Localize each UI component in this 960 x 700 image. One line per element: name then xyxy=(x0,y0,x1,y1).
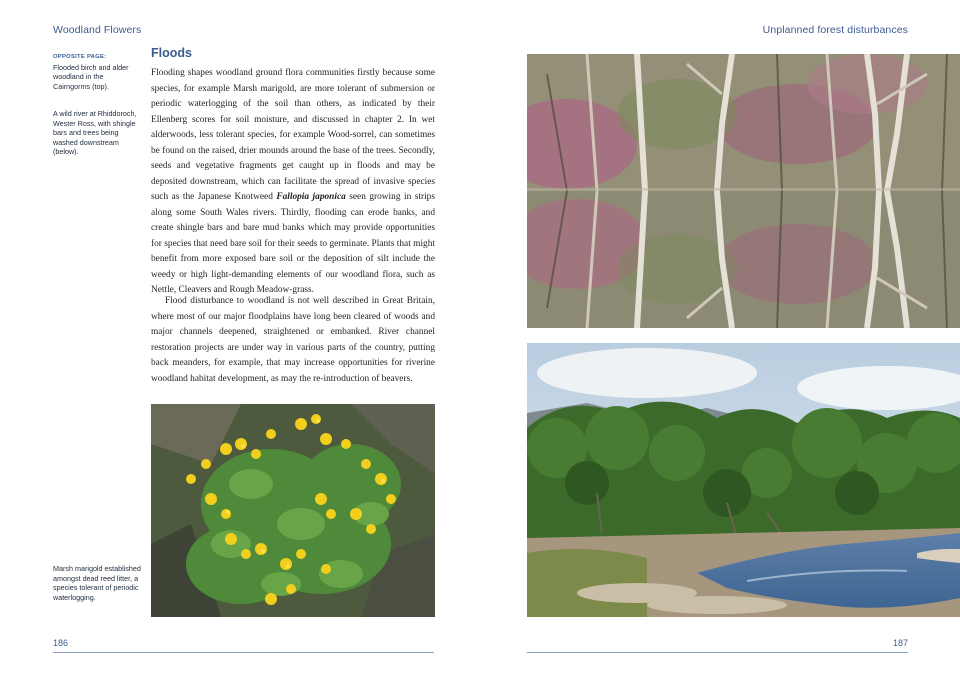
para1-text-a: Flooding shapes woodland ground flora communities firstly because some species, for example Marsh marigold, are more tolerant of submersion or periodic waterlogging of the soil than others, as indicated by their Ellenberg scores for soil moisture, and discussed in chapter 2. In wet alderwoods, less tolerant species, for example Wood-sorrel, can sometimes be found on the raised, drier mounds around the base of the trees. Secondly, seeds and vegetative fragments get caught up in floods and may be deposited downstream, which can facilitate the spread of invasive species such as the Japanese Knotweed xyxy=(151,68,435,202)
footer-rule-left xyxy=(53,652,434,653)
running-head-right: Unplanned forest disturbances xyxy=(762,24,908,36)
marsh-marigold-photo xyxy=(151,404,435,617)
section-heading: Floods xyxy=(151,46,192,60)
caption-marsh-marigold: Marsh marigold established amongst dead reed litter, a species tolerant of periodic waterlogging. xyxy=(53,564,141,602)
caption-wild-river: A wild river at Rhiddoroch, Wester Ross, with shingle bars and trees being washed downstream (below). xyxy=(53,109,137,157)
caption-label: OPPOSITE PAGE: xyxy=(53,54,107,60)
scientific-name: Fallopia japonica xyxy=(276,192,346,202)
para1-text-b: seen growing in strips along some South Wales rivers. Thirdly, flooding can erode banks, and create shingle bars and bare mud banks which may provide opportunities for species that need bare soil for their seeds to germinate. Plants that might benefit from more exposed bare soil or the deposition of silt include the weedy or high light-demanding elements of our woodland flora, such as Nettle, Cleavers and Rough Meadow-grass. xyxy=(151,192,435,295)
running-head-left: Woodland Flowers xyxy=(53,24,142,36)
footer-rule-right xyxy=(527,652,908,653)
caption-flooded-birch-text: Flooded birch and alder woodland in the Cairngorms (top). xyxy=(53,62,129,91)
body-paragraph-2: Flood disturbance to woodland is not well described in Great Britain, where most of our major floodplains have long been cleared of woods and major channels deepened, straightened or embanked. River channel restoration projects are under way in various parts of the country, putting back meanders, for example, that may increase opportunities for riverine woodland habitat development, as may the re-introduction of beavers. xyxy=(151,296,435,384)
page-number-left: 186 xyxy=(53,638,69,648)
wild-river-photo xyxy=(527,343,960,617)
page-number-right: 187 xyxy=(892,638,908,648)
caption-opposite-page xyxy=(53,53,141,91)
flooded-birch-woodland-photo xyxy=(527,54,960,328)
body-paragraph-1 xyxy=(151,66,435,299)
